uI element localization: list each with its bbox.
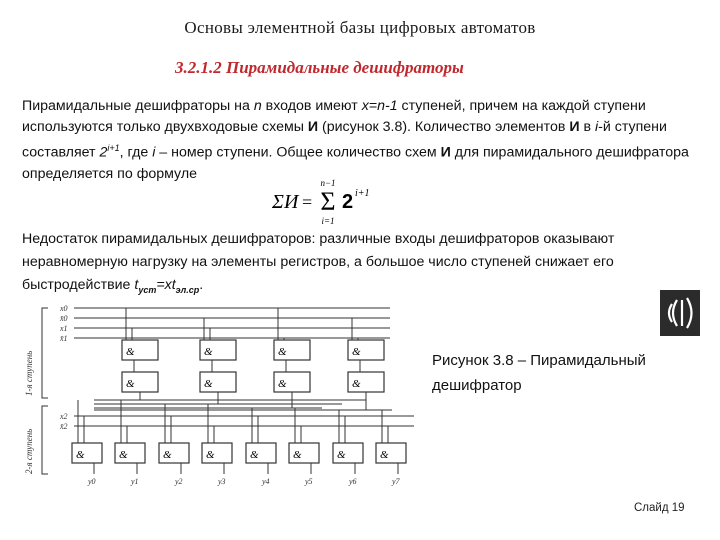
t-subscript: эл.ср xyxy=(175,284,200,295)
input-label: x̄0 xyxy=(60,314,68,323)
equals-sign: = xyxy=(302,192,313,212)
input-label: x2 xyxy=(60,412,68,421)
gate-symbol: & xyxy=(204,346,213,358)
var-n: n xyxy=(253,98,262,114)
input-label: x1 xyxy=(60,324,68,333)
output-label: y5 xyxy=(305,477,313,486)
output-label: y2 xyxy=(175,477,183,486)
gate-symbol: & xyxy=(380,449,389,461)
var-i: i xyxy=(594,119,599,135)
output-label: y4 xyxy=(262,477,270,486)
expr: =xt xyxy=(156,277,176,293)
section-title: 3.2.1.2 Пирамидальные дешифраторы xyxy=(175,58,464,77)
output-label: y1 xyxy=(131,477,139,486)
paragraph-drawback xyxy=(22,228,642,302)
sum-sign: Σ xyxy=(320,187,336,216)
upper-limit: n−1 xyxy=(320,178,336,188)
gate-symbol: & xyxy=(126,378,135,390)
slide-number: Слайд 19 xyxy=(634,502,685,514)
stage-2-gates xyxy=(72,443,406,463)
var-i: i xyxy=(152,144,156,161)
gate-symbol: & xyxy=(337,449,346,461)
power-base: 2 xyxy=(99,144,108,161)
gate-symbol: & xyxy=(163,449,172,461)
gate-symbol: & xyxy=(206,449,215,461)
text: -й ступени составляет xyxy=(22,119,667,161)
base: 2 xyxy=(342,191,354,213)
and-symbol: И xyxy=(307,119,319,135)
text: входов имеют xyxy=(261,98,362,114)
gate-symbol: & xyxy=(119,449,128,461)
output-label: y0 xyxy=(88,477,96,486)
and-symbol: И xyxy=(569,119,580,135)
decoder-diagram xyxy=(22,298,422,496)
input-label: x0 xyxy=(60,304,68,313)
input-label: x̄2 xyxy=(60,422,68,431)
gate-symbol: & xyxy=(352,378,361,390)
page-header-title: Основы элементной базы цифровых автоматов xyxy=(184,18,536,37)
gate-symbol: & xyxy=(278,346,287,358)
text: , где xyxy=(119,144,153,161)
output-label: y7 xyxy=(392,477,400,486)
gate-symbol: & xyxy=(126,346,135,358)
power-exponent: i+1 xyxy=(107,143,120,153)
lower-limit: i=1 xyxy=(321,216,335,226)
t-symbol: t xyxy=(134,277,139,293)
t-subscript: уст xyxy=(138,284,157,295)
input-label: x̄1 xyxy=(60,334,68,343)
output-label: y3 xyxy=(218,477,226,486)
gate-symbol: & xyxy=(278,378,287,390)
gate-symbol: & xyxy=(204,378,213,390)
stage-2-label: 2-я ступень xyxy=(24,428,34,474)
text: ступеней, причем на каждой ступени используются только двухвходовые схемы xyxy=(22,98,646,135)
text: для пирамидального дешифратора определяется по формуле xyxy=(22,144,689,182)
text: в xyxy=(579,119,595,135)
text: (рисунок 3.8). Количество элементов xyxy=(318,119,570,135)
text: Недостаток пирамидальных дешифраторов: различные входы дешифраторов оказывают неравномерную нагрузку на элементы регистров, а большое число ступеней снижает его быстродействие xyxy=(22,231,615,293)
text: Пирамидальные дешифраторы на xyxy=(22,98,254,114)
and-symbol: И xyxy=(440,144,451,161)
audio-icon[interactable] xyxy=(660,290,700,336)
stage-1-label: 1-я ступень xyxy=(24,350,34,396)
gate-symbol: & xyxy=(352,346,361,358)
gate-symbol: & xyxy=(293,449,302,461)
text: – номер ступени. Общее количество схем xyxy=(155,144,441,161)
and-symbol: И xyxy=(284,191,299,213)
gate-symbol: & xyxy=(76,449,85,461)
expr-x: x=n-1 xyxy=(361,98,398,114)
stage-1-gates xyxy=(122,340,384,392)
text: . xyxy=(199,277,204,293)
figure-caption: Рисунок 3.8 – Пирамидальный дешифратор xyxy=(432,352,646,394)
output-label: y6 xyxy=(349,477,357,486)
speaker-icon xyxy=(660,290,700,336)
paragraph-intro xyxy=(22,96,702,185)
exponent: i+1 xyxy=(355,188,370,199)
gate-symbol: & xyxy=(250,449,259,461)
formula xyxy=(270,176,390,228)
sum-sign: Σ xyxy=(272,191,284,213)
